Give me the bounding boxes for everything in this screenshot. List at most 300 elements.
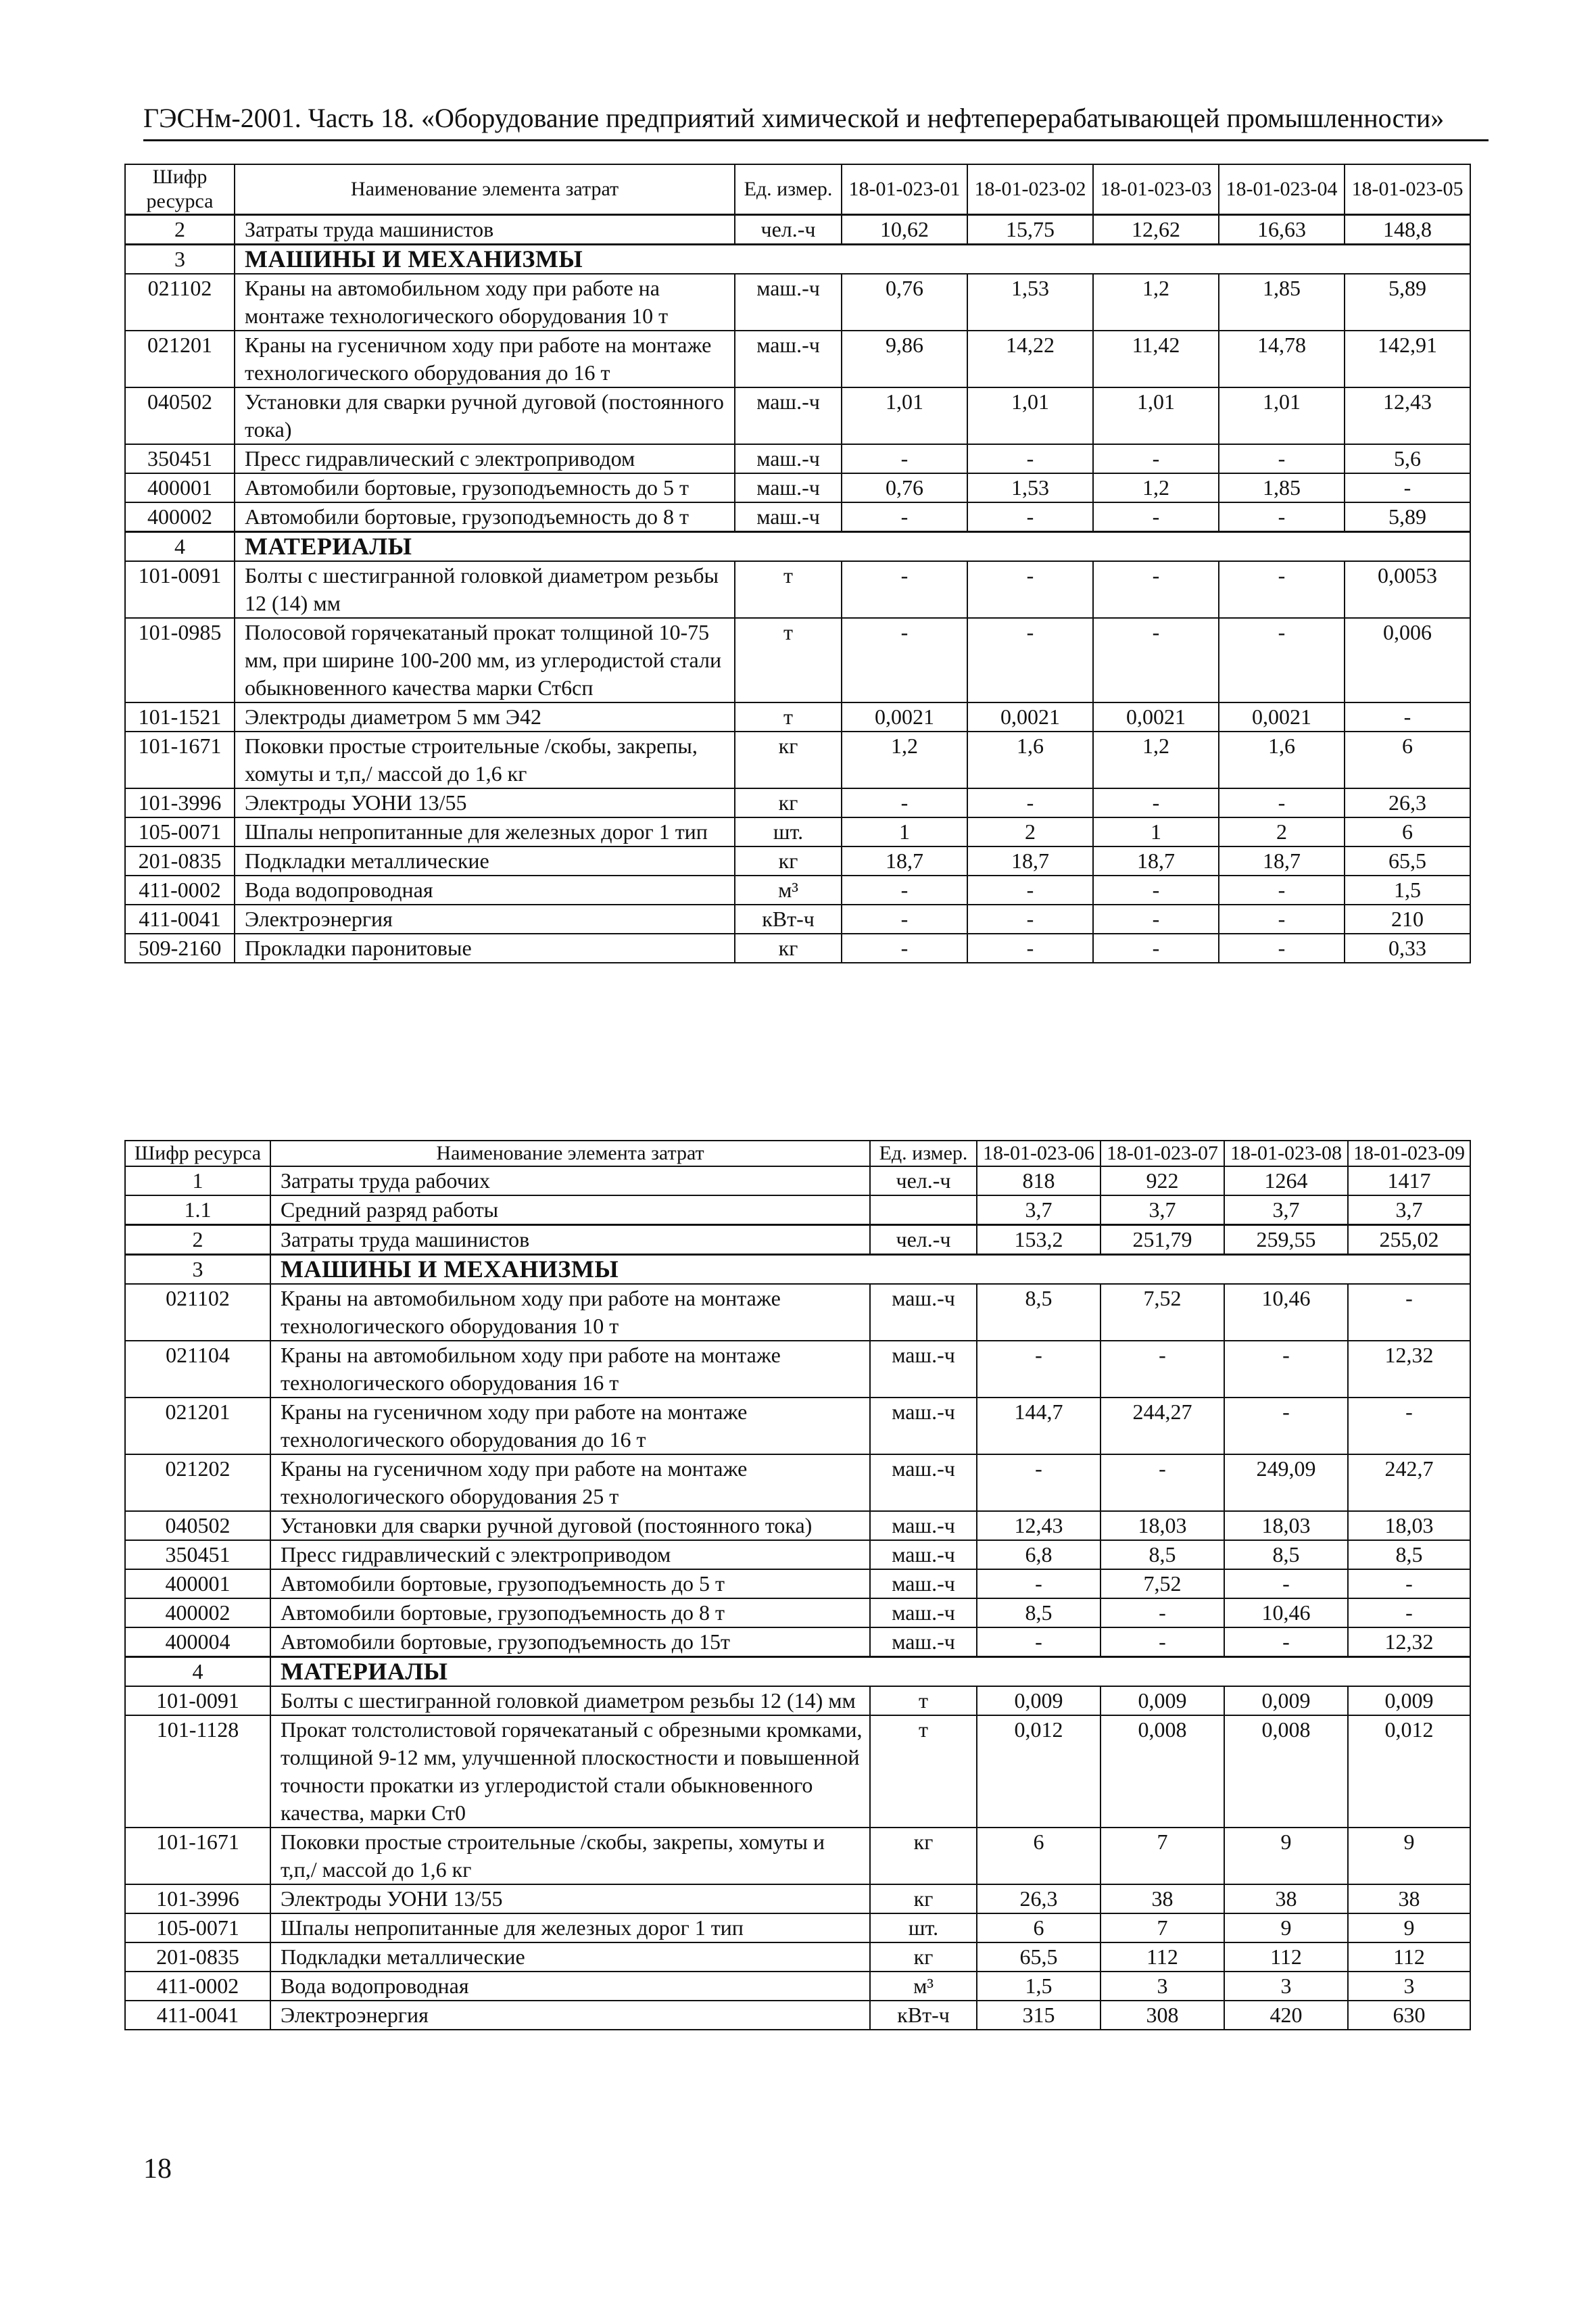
resource-code: 400002 [125, 502, 235, 532]
rate-value: 6,8 [977, 1540, 1101, 1569]
resource-name: Поковки простые строительные /скобы, закрепы, хомуты и т,п,/ массой до 1,6 кг [235, 732, 735, 788]
resource-code: 411-0002 [125, 1972, 270, 2001]
table-row [125, 1884, 1470, 1913]
rate-value: 210 [1345, 905, 1470, 934]
rate-value: 153,2 [977, 1225, 1101, 1255]
rate-value: 1,01 [967, 387, 1093, 444]
resource-unit: маш.-ч [870, 1569, 977, 1598]
resource-code: 400001 [125, 1569, 270, 1598]
section-row [125, 245, 1470, 275]
rate-value: 6 [977, 1828, 1101, 1884]
rate-value: - [842, 905, 967, 934]
resource-name: Затраты труда машинистов [270, 1225, 870, 1255]
rate-value: 1 [842, 817, 967, 846]
rate-value: 1,2 [1093, 473, 1219, 502]
rate-value: - [1224, 1398, 1348, 1454]
resource-name: Шпалы непропитанные для железных дорог 1 тип [235, 817, 735, 846]
table-row [125, 502, 1470, 532]
resource-unit: маш.-ч [735, 274, 842, 331]
rate-value: 9 [1224, 1913, 1348, 1942]
rate-value: 8,5 [1224, 1540, 1348, 1569]
col-header-code: Шифр ресурса [125, 164, 235, 215]
resource-name: Прокат толстолистовой горячекатаный с обрезными кромками, толщиной 9-12 мм, улучшенной плоскостности и повышенной точности прокатки из углеродистой стали обыкновенного качества, марки Ст0 [270, 1715, 870, 1828]
rate-value: 9 [1348, 1828, 1470, 1884]
resource-code: 101-1671 [125, 1828, 270, 1884]
resource-unit: кг [870, 1942, 977, 1972]
rate-value: - [1219, 502, 1345, 532]
rate-value: - [1093, 934, 1219, 963]
resource-code: 411-0002 [125, 876, 235, 905]
rate-value: - [842, 444, 967, 473]
resource-code: 105-0071 [125, 817, 235, 846]
rate-value: - [1219, 905, 1345, 934]
resource-unit: маш.-ч [870, 1284, 977, 1341]
table-row [125, 473, 1470, 502]
resource-name: Электроды УОНИ 13/55 [270, 1884, 870, 1913]
resource-unit: шт. [735, 817, 842, 846]
col-header-rate: 18-01-023-03 [1093, 164, 1219, 215]
section-title: МАШИНЫ И МЕХАНИЗМЫ [235, 245, 1470, 275]
resource-unit: кВт-ч [735, 905, 842, 934]
resource-unit: кг [870, 1828, 977, 1884]
rate-value: 0,0053 [1345, 561, 1470, 618]
resource-code: 040502 [125, 1511, 270, 1540]
rate-value: 5,6 [1345, 444, 1470, 473]
resource-name: Краны на гусеничном ходу при работе на монтаже технологического оборудования до 16 т [235, 331, 735, 387]
table-row [125, 618, 1470, 702]
rate-value: - [842, 876, 967, 905]
resource-code: 2 [125, 215, 235, 245]
table-row [125, 846, 1470, 876]
section-row [125, 1657, 1470, 1687]
rate-value: 14,22 [967, 331, 1093, 387]
resource-unit: маш.-ч [870, 1627, 977, 1657]
rate-value: 0,009 [1348, 1686, 1470, 1715]
rate-value: 0,0021 [842, 702, 967, 732]
rate-value: 5,89 [1345, 502, 1470, 532]
resource-name: Установки для сварки ручной дуговой (постоянного тока) [270, 1511, 870, 1540]
resource-unit: т [735, 618, 842, 702]
resource-code: 101-0985 [125, 618, 235, 702]
rate-value: 9 [1348, 1913, 1470, 1942]
rate-value: 0,0021 [967, 702, 1093, 732]
resource-code: 4 [125, 532, 235, 562]
col-header-unit: Ед. измер. [870, 1141, 977, 1166]
rate-value: 0,009 [977, 1686, 1101, 1715]
table-row [125, 387, 1470, 444]
resource-code: 400001 [125, 473, 235, 502]
rate-value: - [1219, 561, 1345, 618]
rate-value: 26,3 [977, 1884, 1101, 1913]
resource-name: Автомобили бортовые, грузоподъемность до 5 т [235, 473, 735, 502]
resource-code: 1 [125, 1166, 270, 1195]
table-row [125, 215, 1470, 245]
rate-value: 0,012 [977, 1715, 1101, 1828]
resource-unit: кг [735, 934, 842, 963]
rate-value: 3 [1101, 1972, 1224, 2001]
table-body [125, 1166, 1470, 2030]
rate-value: 18,7 [967, 846, 1093, 876]
resource-name: Вода водопроводная [270, 1972, 870, 2001]
rate-value: 6 [977, 1913, 1101, 1942]
resource-unit: т [870, 1715, 977, 1828]
table-row [125, 1569, 1470, 1598]
rate-value: 12,43 [1345, 387, 1470, 444]
rate-value: 65,5 [977, 1942, 1101, 1972]
rate-value: 112 [1348, 1942, 1470, 1972]
table-row [125, 1284, 1470, 1341]
rate-value: - [1093, 788, 1219, 817]
rate-value: - [967, 788, 1093, 817]
resource-name: Затраты труда машинистов [235, 215, 735, 245]
rate-value: 18,03 [1224, 1511, 1348, 1540]
rate-value: - [1093, 561, 1219, 618]
rate-value: 8,5 [977, 1284, 1101, 1341]
rate-value: 10,46 [1224, 1284, 1348, 1341]
resource-code: 101-0091 [125, 561, 235, 618]
resource-code: 3 [125, 1255, 270, 1285]
rate-value: - [842, 788, 967, 817]
resource-code: 021201 [125, 331, 235, 387]
rate-value: 3,7 [1224, 1195, 1348, 1225]
resource-name: Автомобили бортовые, грузоподъемность до 5 т [270, 1569, 870, 1598]
rate-value: - [1219, 788, 1345, 817]
rate-value: 0,0021 [1093, 702, 1219, 732]
table-body [125, 215, 1470, 963]
resource-name: Шпалы непропитанные для железных дорог 1 тип [270, 1913, 870, 1942]
rate-value: - [842, 502, 967, 532]
resource-unit: т [735, 702, 842, 732]
rate-value: - [977, 1454, 1101, 1511]
rate-value: - [1093, 905, 1219, 934]
rate-value: 8,5 [1101, 1540, 1224, 1569]
table-row [125, 732, 1470, 788]
resource-unit: т [870, 1686, 977, 1715]
table-header-row [125, 1141, 1470, 1166]
resource-unit: чел.-ч [870, 1166, 977, 1195]
rate-value: 1,01 [1093, 387, 1219, 444]
rate-value: - [967, 502, 1093, 532]
resource-table-2 [124, 1140, 1471, 2030]
resource-name: Болты с шестигранной головкой диаметром резьбы 12 (14) мм [270, 1686, 870, 1715]
resource-unit: чел.-ч [870, 1225, 977, 1255]
section-title: МАТЕРИАЛЫ [235, 532, 1470, 562]
rate-value: - [1224, 1341, 1348, 1398]
rate-value: - [1345, 702, 1470, 732]
rate-value: - [1224, 1627, 1348, 1657]
rate-value: - [977, 1569, 1101, 1598]
resource-code: 201-0835 [125, 1942, 270, 1972]
rate-value: 112 [1101, 1942, 1224, 1972]
table-row [125, 1225, 1470, 1255]
resource-code: 201-0835 [125, 846, 235, 876]
rate-value: - [967, 905, 1093, 934]
resource-unit: кг [735, 732, 842, 788]
resource-unit [870, 1195, 977, 1225]
resource-unit: маш.-ч [870, 1598, 977, 1627]
resource-unit: кВт-ч [870, 2001, 977, 2030]
page-number: 18 [143, 2153, 172, 2185]
resource-table-1 [124, 164, 1471, 963]
rate-value: - [1093, 502, 1219, 532]
rate-value: 16,63 [1219, 215, 1345, 245]
table-row [125, 876, 1470, 905]
rate-value: - [977, 1627, 1101, 1657]
resource-name: Автомобили бортовые, грузоподъемность до 8 т [235, 502, 735, 532]
rate-value: - [842, 934, 967, 963]
rate-value: 2 [1219, 817, 1345, 846]
table-row [125, 1942, 1470, 1972]
table-row [125, 1627, 1470, 1657]
rate-value: 1,2 [1093, 732, 1219, 788]
resource-name: Электроэнергия [270, 2001, 870, 2030]
resource-unit: маш.-ч [735, 331, 842, 387]
table-row [125, 817, 1470, 846]
rate-value: 7,52 [1101, 1284, 1224, 1341]
rate-value: - [1101, 1627, 1224, 1657]
rate-value: 1417 [1348, 1166, 1470, 1195]
rate-value: - [967, 444, 1093, 473]
table-row [125, 1598, 1470, 1627]
table-row [125, 444, 1470, 473]
resource-name: Поковки простые строительные /скобы, закрепы, хомуты и т,п,/ массой до 1,6 кг [270, 1828, 870, 1884]
resource-code: 4 [125, 1657, 270, 1687]
rate-value: 10,62 [842, 215, 967, 245]
section-row [125, 1255, 1470, 1285]
rate-value: 0,009 [1224, 1686, 1348, 1715]
col-header-rate: 18-01-023-09 [1348, 1141, 1470, 1166]
resource-name: Средний разряд работы [270, 1195, 870, 1225]
rate-value: - [1348, 1598, 1470, 1627]
rate-value: - [1101, 1454, 1224, 1511]
rate-value: 1,2 [1093, 274, 1219, 331]
rate-value: 0,33 [1345, 934, 1470, 963]
rate-value: 242,7 [1348, 1454, 1470, 1511]
resource-unit: маш.-ч [735, 387, 842, 444]
section-title: МАТЕРИАЛЫ [270, 1657, 1470, 1687]
resource-unit: чел.-ч [735, 215, 842, 245]
rate-value: 1,53 [967, 473, 1093, 502]
resource-code: 105-0071 [125, 1913, 270, 1942]
rate-value: 630 [1348, 2001, 1470, 2030]
col-header-rate: 18-01-023-07 [1101, 1141, 1224, 1166]
rate-value: 1,2 [842, 732, 967, 788]
resource-unit: м³ [735, 876, 842, 905]
table-row [125, 702, 1470, 732]
rate-value: 142,91 [1345, 331, 1470, 387]
rate-value: 7 [1101, 1913, 1224, 1942]
rate-value: 9 [1224, 1828, 1348, 1884]
resource-code: 021202 [125, 1454, 270, 1511]
resource-name: Полосовой горячекатаный прокат толщиной 10-75 мм, при ширине 100-200 мм, из углеродистой стали обыкновенного качества марки Ст6сп [235, 618, 735, 702]
resource-code: 021104 [125, 1341, 270, 1398]
resource-name: Краны на гусеничном ходу при работе на монтаже технологического оборудования до 16 т [270, 1398, 870, 1454]
rate-value: 3,7 [977, 1195, 1101, 1225]
col-header-rate: 18-01-023-06 [977, 1141, 1101, 1166]
table-row [125, 274, 1470, 331]
rate-value: 8,5 [977, 1598, 1101, 1627]
resource-name: Пресс гидравлический с электроприводом [235, 444, 735, 473]
table-row [125, 788, 1470, 817]
rate-value: 6 [1345, 817, 1470, 846]
rate-value: 10,46 [1224, 1598, 1348, 1627]
resource-unit: маш.-ч [870, 1511, 977, 1540]
resource-unit: маш.-ч [870, 1341, 977, 1398]
resource-code: 411-0041 [125, 905, 235, 934]
rate-value: 144,7 [977, 1398, 1101, 1454]
rate-value: - [967, 876, 1093, 905]
rate-value: 18,7 [842, 846, 967, 876]
rate-value: 259,55 [1224, 1225, 1348, 1255]
rate-value: - [1348, 1284, 1470, 1341]
rate-value: - [1219, 934, 1345, 963]
rate-value: 0,006 [1345, 618, 1470, 702]
resource-name: Вода водопроводная [235, 876, 735, 905]
resource-code: 350451 [125, 444, 235, 473]
rate-value: 8,5 [1348, 1540, 1470, 1569]
table-row [125, 1715, 1470, 1828]
rate-value: 18,7 [1219, 846, 1345, 876]
resource-unit: маш.-ч [735, 473, 842, 502]
rate-value: - [1224, 1569, 1348, 1598]
resource-code: 101-3996 [125, 788, 235, 817]
resource-name: Краны на гусеничном ходу при работе на монтаже технологического оборудования 25 т [270, 1454, 870, 1511]
rate-value: 1,6 [967, 732, 1093, 788]
rate-value: 12,62 [1093, 215, 1219, 245]
col-header-code: Шифр ресурса [125, 1141, 270, 1166]
rate-value: 18,03 [1348, 1511, 1470, 1540]
table-row [125, 1511, 1470, 1540]
table-row [125, 2001, 1470, 2030]
table-row [125, 1540, 1470, 1569]
rate-value: 3,7 [1101, 1195, 1224, 1225]
rate-value: 0,012 [1348, 1715, 1470, 1828]
rate-value: - [842, 561, 967, 618]
table-row [125, 1913, 1470, 1942]
col-header-rate: 18-01-023-01 [842, 164, 967, 215]
rate-value: 38 [1101, 1884, 1224, 1913]
rate-value: 112 [1224, 1942, 1348, 1972]
table-row [125, 561, 1470, 618]
rate-value: - [1093, 444, 1219, 473]
rate-value: - [967, 561, 1093, 618]
rate-value: 1 [1093, 817, 1219, 846]
rate-value: - [1219, 618, 1345, 702]
section-title: МАШИНЫ И МЕХАНИЗМЫ [270, 1255, 1470, 1285]
table-row [125, 905, 1470, 934]
rate-value: 65,5 [1345, 846, 1470, 876]
col-header-rate: 18-01-023-05 [1345, 164, 1470, 215]
resource-name: Автомобили бортовые, грузоподъемность до 8 т [270, 1598, 870, 1627]
resource-unit: маш.-ч [870, 1398, 977, 1454]
rate-value: 5,89 [1345, 274, 1470, 331]
rate-value: 255,02 [1348, 1225, 1470, 1255]
table-row [125, 1972, 1470, 2001]
table-row [125, 934, 1470, 963]
resource-name: Подкладки металлические [270, 1942, 870, 1972]
resource-unit: шт. [870, 1913, 977, 1942]
resource-name: Краны на автомобильном ходу при работе на монтаже технологического оборудования 10 т [270, 1284, 870, 1341]
table-row [125, 331, 1470, 387]
resource-code: 021102 [125, 274, 235, 331]
rate-value: 2 [967, 817, 1093, 846]
rate-value: 1,85 [1219, 473, 1345, 502]
resource-name: Установки для сварки ручной дуговой (постоянного тока) [235, 387, 735, 444]
rate-value: 818 [977, 1166, 1101, 1195]
rate-value: - [1101, 1341, 1224, 1398]
resource-name: Подкладки металлические [235, 846, 735, 876]
rate-value: 308 [1101, 2001, 1224, 2030]
rate-value: - [977, 1341, 1101, 1398]
resource-code: 101-0091 [125, 1686, 270, 1715]
resource-code: 509-2160 [125, 934, 235, 963]
resource-name: Электроды УОНИ 13/55 [235, 788, 735, 817]
resource-name: Электроэнергия [235, 905, 735, 934]
col-header-unit: Ед. измер. [735, 164, 842, 215]
section-row [125, 532, 1470, 562]
rate-value: 38 [1224, 1884, 1348, 1913]
rate-value: 11,42 [1093, 331, 1219, 387]
col-header-name: Наименование элемента затрат [235, 164, 735, 215]
rate-value: 7 [1101, 1828, 1224, 1884]
resource-unit: маш.-ч [735, 444, 842, 473]
resource-code: 3 [125, 245, 235, 275]
rate-value: 1,85 [1219, 274, 1345, 331]
rate-value: - [1219, 876, 1345, 905]
rate-value: - [1348, 1569, 1470, 1598]
rate-value: - [1219, 444, 1345, 473]
resource-code: 1.1 [125, 1195, 270, 1225]
rate-value: 0,008 [1101, 1715, 1224, 1828]
rate-value: - [1093, 876, 1219, 905]
rate-value: 244,27 [1101, 1398, 1224, 1454]
rate-value: 3 [1224, 1972, 1348, 2001]
col-header-rate: 18-01-023-08 [1224, 1141, 1348, 1166]
rate-value: 3 [1348, 1972, 1470, 2001]
rate-value: 1264 [1224, 1166, 1348, 1195]
rate-value: 1,5 [977, 1972, 1101, 2001]
resource-unit: маш.-ч [870, 1540, 977, 1569]
table-row [125, 1454, 1470, 1511]
rate-value: 315 [977, 2001, 1101, 2030]
rate-value: - [967, 934, 1093, 963]
resource-code: 400002 [125, 1598, 270, 1627]
rate-value: 12,43 [977, 1511, 1101, 1540]
rate-value: 420 [1224, 2001, 1348, 2030]
col-header-rate: 18-01-023-04 [1219, 164, 1345, 215]
rate-value: 1,01 [1219, 387, 1345, 444]
rate-value: 15,75 [967, 215, 1093, 245]
rate-value: - [967, 618, 1093, 702]
rate-value: 1,01 [842, 387, 967, 444]
rate-value: 12,32 [1348, 1341, 1470, 1398]
resource-code: 350451 [125, 1540, 270, 1569]
resource-name: Затраты труда рабочих [270, 1166, 870, 1195]
resource-name: Болты с шестигранной головкой диаметром резьбы 12 (14) мм [235, 561, 735, 618]
resource-unit: маш.-ч [735, 502, 842, 532]
rate-value: 1,5 [1345, 876, 1470, 905]
resource-unit: т [735, 561, 842, 618]
rate-value: - [1101, 1598, 1224, 1627]
rate-value: - [842, 618, 967, 702]
rate-value: 7,52 [1101, 1569, 1224, 1598]
col-header-name: Наименование элемента затрат [270, 1141, 870, 1166]
table-row [125, 1341, 1470, 1398]
rate-value: 12,32 [1348, 1627, 1470, 1657]
rate-value: 9,86 [842, 331, 967, 387]
resource-code: 411-0041 [125, 2001, 270, 2030]
resource-code: 2 [125, 1225, 270, 1255]
